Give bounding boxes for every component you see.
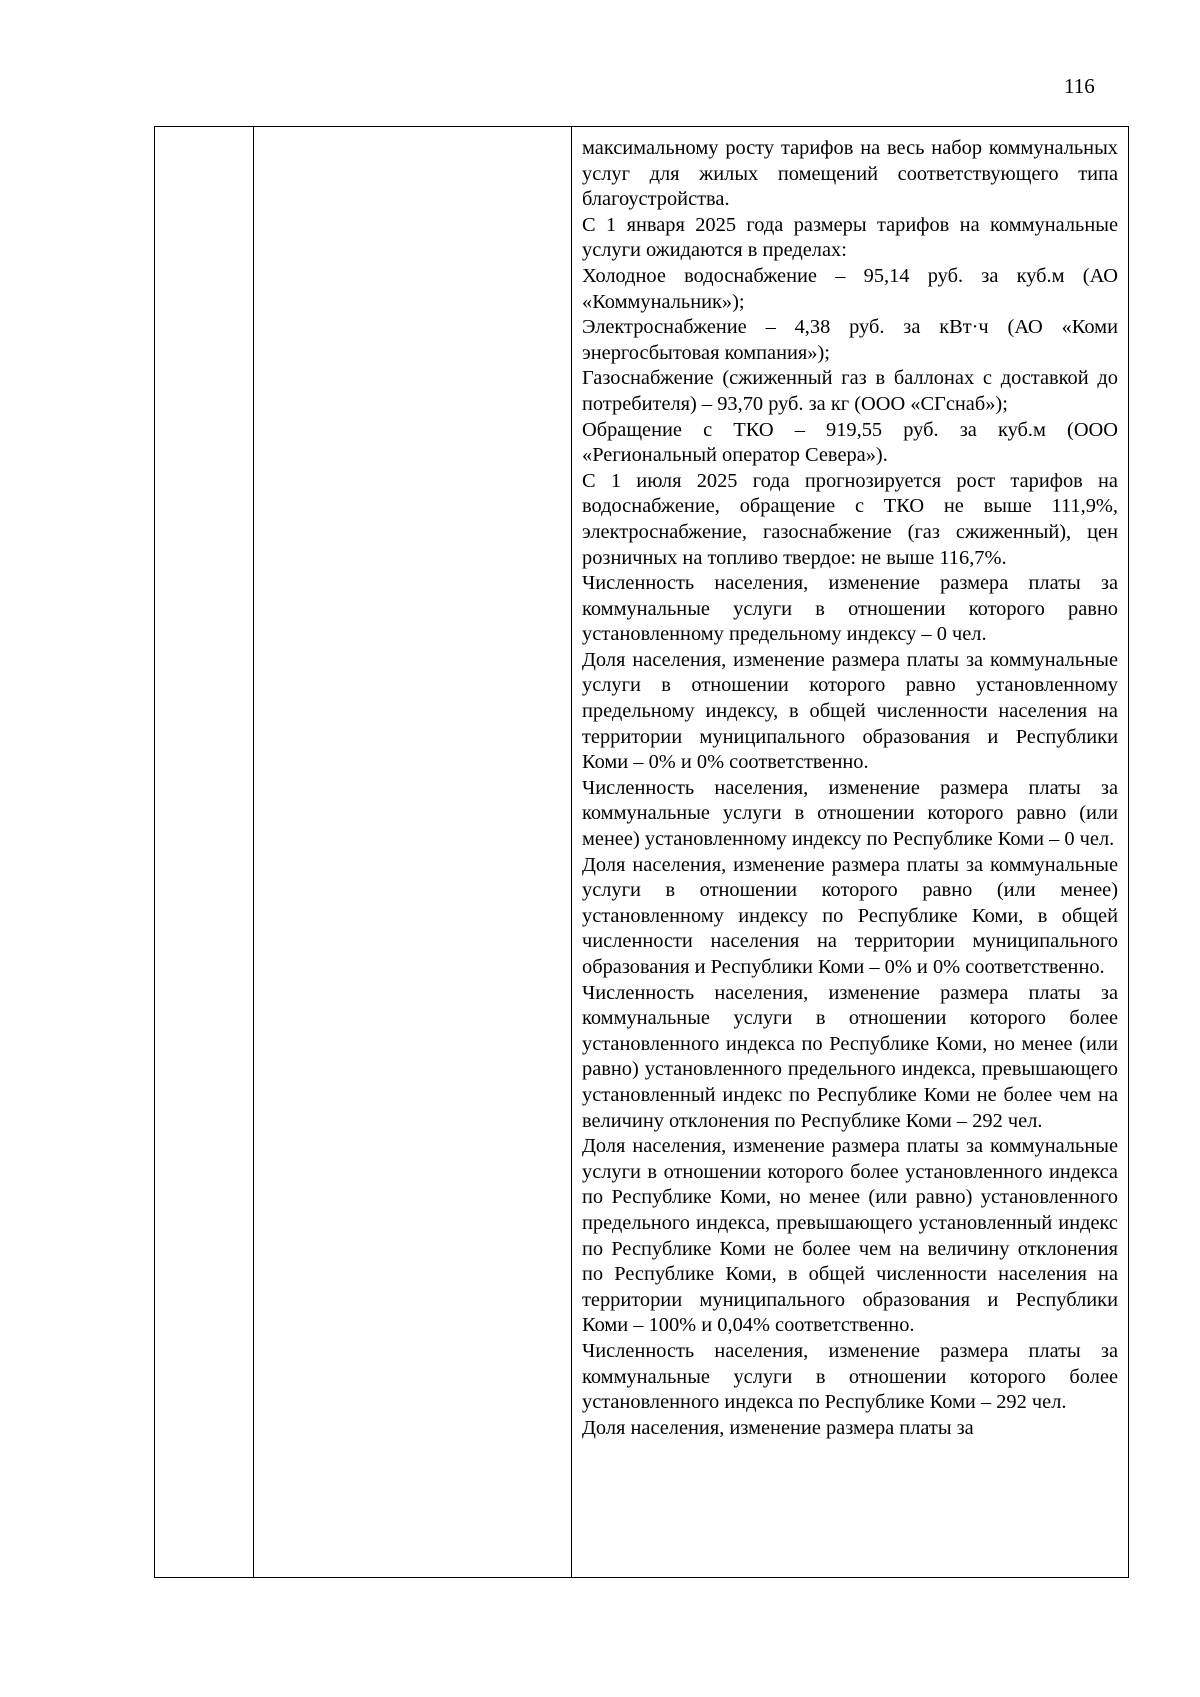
column-divider — [571, 127, 572, 1577]
document-table — [154, 126, 1129, 1578]
paragraph: Электроснабжение – 4,38 руб. за кВт·ч (АО «Коми энергосбытовая компания»); — [582, 316, 1118, 364]
paragraph: С 1 января 2025 года размеры тарифов на коммунальные услуги ожидаются в пределах: — [582, 213, 1118, 262]
paragraph: Численность населения, изменение размера платы за коммунальные услуги в отношении которого равно (или менее) установленному индексу по Республике Коми – 0 чел. — [582, 776, 1118, 851]
paragraph: Численность населения, изменение размера платы за коммунальные услуги в отношении которого более установленного индекса по Республике Коми – 292 чел. — [582, 1339, 1118, 1414]
paragraph: Холодное водоснабжение – 95,14 руб. за куб.м (АО «Коммунальник»); — [582, 264, 1118, 313]
paragraph: Доля населения, изменение размера платы за коммунальные услуги в отношении которого равно (или менее) установленному индексу по Республике Коми, в общей численности населения на территории муниципального образования и Республики Коми – 0% и 0% соответственно. — [582, 853, 1118, 978]
paragraph: максимальному росту тарифов на весь набор коммунальных услуг для жилых помещений соответствующего типа благоустройства. — [582, 137, 1118, 211]
paragraph: С 1 июля 2025 года прогнозируется рост тарифов на водоснабжение, обращение с ТКО не выше 111,9%, электроснабжение, газоснабжение (газ сжиженный), цен розничных на топливо твердое: не выше 116,7%. — [582, 469, 1118, 569]
paragraph: Численность населения, изменение размера платы за коммунальные услуги в отношении которого равно установленному предельному индексу – 0 чел. — [582, 572, 1118, 646]
paragraph: Численность населения, изменение размера платы за коммунальные услуги в отношении которого более установленного индекса по Республике Коми, но менее (или равно) установленного предельного индекса, превышающего установленный индекс по Республике Коми не более чем на величину отклонения по Республике Коми – 292 чел. — [582, 981, 1118, 1132]
column-divider — [253, 127, 254, 1577]
paragraph: Доля населения, изменение размера платы за — [582, 1416, 974, 1439]
page-number: 116 — [1064, 74, 1095, 98]
paragraph: Газоснабжение (сжиженный газ в баллонах с доставкой до потребителя) – 93,70 руб. за кг (ООО «СГснаб»); — [582, 367, 1118, 415]
table-cell-description — [582, 136, 1118, 1441]
paragraph: Доля населения, изменение размера платы за коммунальные услуги в отношении которого равно установленному предельному индексу, в общей численности населения на территории муниципального образования и Республики Коми – 0% и 0% соответственно. — [582, 648, 1118, 774]
paragraph: Обращение с ТКО – 919,55 руб. за куб.м (ООО «Региональный оператор Севера»). — [582, 418, 1118, 467]
paragraph: Доля населения, изменение размера платы за коммунальные услуги в отношении которого более установленного индекса по Республике Коми, но менее (или равно) установленного предельного индекса, превышающего установленный индекс по Республике Коми не более чем на величину отклонения по Республике Коми, в общей численности населения на территории муниципального образования и Республики Коми – 100% и 0,04% соответственно. — [582, 1135, 1118, 1337]
